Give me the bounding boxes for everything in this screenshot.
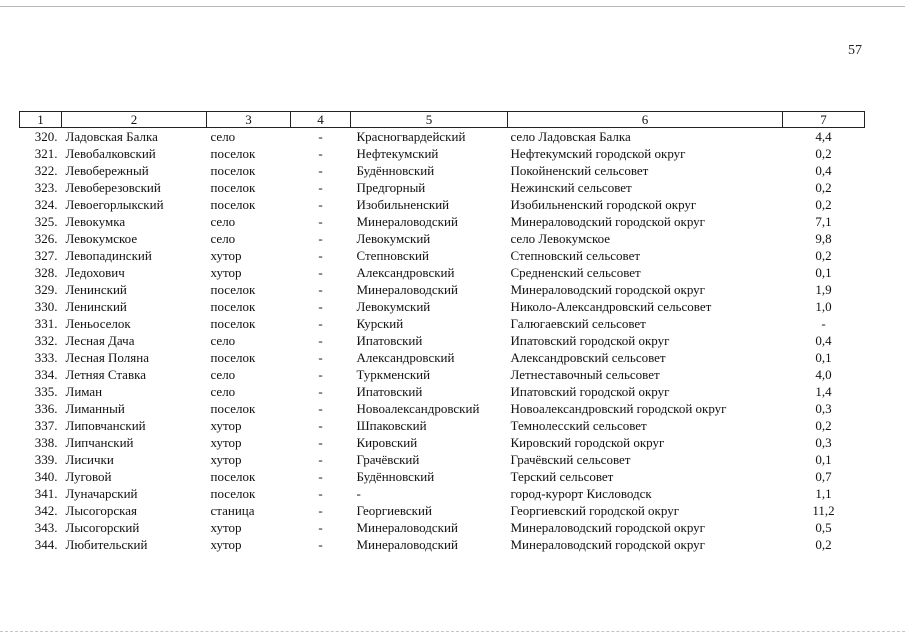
column-4-value: -: [318, 418, 323, 433]
municipality-name: Александровский сельсовет: [510, 350, 666, 365]
row-number: 340.: [34, 469, 58, 484]
settlements-table: [19, 111, 865, 553]
column-7-value: 1,1: [815, 486, 832, 501]
settlement-type: поселок: [210, 486, 256, 501]
column-7-value: 0,2: [815, 180, 832, 195]
column-7-value: 0,1: [815, 452, 832, 467]
row-number: 330.: [34, 299, 58, 314]
district-name: Туркменский: [356, 367, 431, 382]
municipality-name: Изобильненский городской округ: [510, 197, 697, 212]
column-7-value: 7,1: [815, 214, 832, 229]
table-row: [20, 536, 865, 553]
settlement-name: Левокумка: [65, 214, 126, 229]
municipality-name: село Ладовская Балка: [510, 129, 631, 144]
column-4-value: -: [318, 129, 323, 144]
district-name: Левокумский: [356, 299, 431, 314]
settlement-name: Лысогорский: [65, 520, 140, 535]
settlement-name: Лисички: [65, 452, 114, 467]
column-7-value: 1,0: [815, 299, 832, 314]
row-number: 327.: [34, 248, 58, 263]
row-number: 322.: [34, 163, 58, 178]
district-name: Александровский: [356, 265, 455, 280]
district-name: Изобильненский: [356, 197, 450, 212]
settlement-type: поселок: [210, 299, 256, 314]
settlement-name: Ледохович: [65, 265, 125, 280]
column-4-value: -: [318, 350, 323, 365]
municipality-name: Кировский городской округ: [510, 435, 665, 450]
municipality-name: Нежинский сельсовет: [510, 180, 632, 195]
column-7-value: 0,4: [815, 163, 832, 178]
settlement-name: Левобережный: [65, 163, 149, 178]
column-4-value: -: [318, 401, 323, 416]
settlement-name: Лесная Дача: [65, 333, 135, 348]
district-name: Минераловодский: [356, 282, 458, 297]
municipality-name: Новоалександровский городской округ: [510, 401, 727, 416]
table-row: [20, 247, 865, 264]
table-row: [20, 349, 865, 366]
column-7-value: 0,2: [815, 197, 832, 212]
row-number: 325.: [34, 214, 58, 229]
table-row: [20, 298, 865, 315]
column-4-value: -: [318, 316, 323, 331]
settlement-name: Левоегорлыкский: [65, 197, 164, 212]
settlement-type: поселок: [210, 401, 256, 416]
district-name: Будённовский: [356, 163, 435, 178]
district-name: Предгорный: [356, 180, 426, 195]
district-name: Степновский: [356, 248, 429, 263]
district-name: Нефтекумский: [356, 146, 439, 161]
settlement-type: село: [210, 129, 236, 144]
settlement-type: хутор: [210, 520, 242, 535]
column-7-value: 1,4: [815, 384, 832, 399]
column-4-value: -: [318, 469, 323, 484]
column-4-value: -: [318, 486, 323, 501]
municipality-name: Нефтекумский городской округ: [510, 146, 686, 161]
district-name: Левокумский: [356, 231, 431, 246]
municipality-name: Ипатовский городской округ: [510, 333, 670, 348]
column-7-value: 0,1: [815, 265, 832, 280]
table-row: [20, 366, 865, 383]
settlement-name: Лесная Поляна: [65, 350, 149, 365]
settlement-type: поселок: [210, 469, 256, 484]
settlement-type: хутор: [210, 435, 242, 450]
municipality-name: Георгиевский городской округ: [510, 503, 680, 518]
header-cell-2: 2: [62, 112, 207, 128]
column-4-value: -: [318, 248, 323, 263]
column-4-value: -: [318, 265, 323, 280]
column-4-value: -: [318, 214, 323, 229]
municipality-name: Покойненский сельсовет: [510, 163, 649, 178]
column-4-value: -: [318, 367, 323, 382]
column-4-value: -: [318, 452, 323, 467]
row-number: 341.: [34, 486, 58, 501]
settlement-type: хутор: [210, 537, 242, 552]
row-number: 321.: [34, 146, 58, 161]
column-4-value: -: [318, 146, 323, 161]
column-4-value: -: [318, 180, 323, 195]
column-7-value: 1,9: [815, 282, 832, 297]
settlement-name: Левоберезовский: [65, 180, 161, 195]
column-4-value: -: [318, 435, 323, 450]
table-row: [20, 264, 865, 281]
table-row: [20, 400, 865, 417]
settlement-name: Лиманный: [65, 401, 125, 416]
settlement-type: поселок: [210, 350, 256, 365]
table-row: [20, 315, 865, 332]
row-number: 323.: [34, 180, 58, 195]
district-name: Шпаковский: [356, 418, 427, 433]
settlement-type: поселок: [210, 197, 256, 212]
municipality-name: Грачёвский сельсовет: [510, 452, 631, 467]
column-4-value: -: [318, 163, 323, 178]
row-number: 328.: [34, 265, 58, 280]
municipality-name: Минераловодский городской округ: [510, 537, 706, 552]
settlement-type: станица: [210, 503, 255, 518]
column-4-value: -: [318, 520, 323, 535]
settlement-type: поселок: [210, 282, 256, 297]
column-7-value: 9,8: [815, 231, 832, 246]
column-7-value: 0,2: [815, 248, 832, 263]
column-7-value: 0,2: [815, 537, 832, 552]
municipality-name: Галюгаевский сельсовет: [510, 316, 646, 331]
row-number: 320.: [34, 129, 58, 144]
table-row: [20, 332, 865, 349]
district-name: Грачёвский: [356, 452, 420, 467]
column-4-value: -: [318, 537, 323, 552]
district-name: Ипатовский: [356, 333, 423, 348]
row-number: 324.: [34, 197, 58, 212]
municipality-name: Темнолесский сельсовет: [510, 418, 647, 433]
settlement-type: село: [210, 231, 236, 246]
district-name: Новоалександровский: [356, 401, 480, 416]
municipality-name: Средненский сельсовет: [510, 265, 641, 280]
settlement-type: село: [210, 384, 236, 399]
scan-artifact-top-line: [0, 6, 905, 7]
row-number: 344.: [34, 537, 58, 552]
column-7-value: 0,3: [815, 435, 832, 450]
settlement-name: Липовчанский: [65, 418, 146, 433]
column-4-value: -: [318, 384, 323, 399]
row-number: 336.: [34, 401, 58, 416]
district-name: Кировский: [356, 435, 418, 450]
settlement-name: Ленинский: [65, 282, 127, 297]
column-7-value: 0,3: [815, 401, 832, 416]
row-number: 343.: [34, 520, 58, 535]
table-row: [20, 196, 865, 213]
municipality-name: Ипатовский городской округ: [510, 384, 670, 399]
settlement-name: Левопадинский: [65, 248, 152, 263]
row-number: 329.: [34, 282, 58, 297]
row-number: 342.: [34, 503, 58, 518]
settlement-type: село: [210, 214, 236, 229]
district-name: Георгиевский: [356, 503, 432, 518]
row-number: 326.: [34, 231, 58, 246]
table-row: [20, 230, 865, 247]
settlement-type: хутор: [210, 418, 242, 433]
district-name: Будённовский: [356, 469, 435, 484]
column-4-value: -: [318, 197, 323, 212]
municipality-name: город-курорт Кисловодск: [510, 486, 652, 501]
column-7-value: 4,0: [815, 367, 832, 382]
municipality-name: Минераловодский городской округ: [510, 520, 706, 535]
settlement-name: Левокумское: [65, 231, 138, 246]
municipality-name: Терский сельсовет: [510, 469, 614, 484]
municipality-name: Минераловодский городской округ: [510, 282, 706, 297]
settlement-name: Луначарский: [65, 486, 138, 501]
settlement-name: Лиман: [65, 384, 103, 399]
table-row: [20, 179, 865, 196]
table-row: [20, 434, 865, 451]
settlement-type: село: [210, 333, 236, 348]
settlement-type: поселок: [210, 163, 256, 178]
settlement-name: Леньоселок: [65, 316, 131, 331]
settlement-name: Ладовская Балка: [65, 129, 158, 144]
settlement-name: Летняя Ставка: [65, 367, 146, 382]
row-number: 332.: [34, 333, 58, 348]
column-7-value: 4,4: [815, 129, 832, 144]
header-row: [20, 112, 865, 128]
settlement-type: хутор: [210, 248, 242, 263]
column-7-value: 0,2: [815, 146, 832, 161]
page-number: 57: [848, 43, 862, 58]
table-row: [20, 128, 865, 146]
settlement-type: поселок: [210, 180, 256, 195]
header-cell-6: 6: [508, 112, 783, 128]
table-row: [20, 468, 865, 485]
row-number: 331.: [34, 316, 58, 331]
municipality-name: село Левокумское: [510, 231, 611, 246]
settlement-type: хутор: [210, 452, 242, 467]
municipality-name: Летнеставочный сельсовет: [510, 367, 660, 382]
column-7-value: 0,4: [815, 333, 832, 348]
table-row: [20, 145, 865, 162]
row-number: 333.: [34, 350, 58, 365]
row-number: 335.: [34, 384, 58, 399]
table-row: [20, 383, 865, 400]
column-7-value: 0,7: [815, 469, 832, 484]
table-row: [20, 281, 865, 298]
header-cell-1: 1: [20, 112, 62, 128]
header-cell-5: 5: [351, 112, 508, 128]
district-name: Красногвардейский: [356, 129, 466, 144]
header-cell-3: 3: [207, 112, 291, 128]
table-row: [20, 502, 865, 519]
settlement-name: Левобалковский: [65, 146, 156, 161]
district-name: Александровский: [356, 350, 455, 365]
table-row: [20, 485, 865, 502]
row-number: 339.: [34, 452, 58, 467]
settlement-type: хутор: [210, 265, 242, 280]
row-number: 338.: [34, 435, 58, 450]
settlement-type: поселок: [210, 316, 256, 331]
table-row: [20, 519, 865, 536]
column-7-value: -: [821, 316, 826, 331]
settlement-name: Лысогорская: [65, 503, 137, 518]
table-row: [20, 162, 865, 179]
municipality-name: Минераловодский городской округ: [510, 214, 706, 229]
district-name: Курский: [356, 316, 404, 331]
settlement-name: Ленинский: [65, 299, 127, 314]
column-4-value: -: [318, 299, 323, 314]
settlement-name: Луговой: [65, 469, 112, 484]
column-4-value: -: [318, 282, 323, 297]
settlement-type: село: [210, 367, 236, 382]
settlement-type: поселок: [210, 146, 256, 161]
table-row: [20, 213, 865, 230]
header-cell-7: 7: [783, 112, 865, 128]
municipality-name: Степновский сельсовет: [510, 248, 641, 263]
column-7-value: 0,1: [815, 350, 832, 365]
settlement-name: Липчанский: [65, 435, 134, 450]
district-name: Минераловодский: [356, 537, 458, 552]
column-7-value: 11,2: [812, 503, 835, 518]
column-4-value: -: [318, 503, 323, 518]
column-4-value: -: [318, 333, 323, 348]
header-cell-4: 4: [291, 112, 351, 128]
row-number: 337.: [34, 418, 58, 433]
district-name: -: [356, 486, 361, 501]
table-row: [20, 451, 865, 468]
column-7-value: 0,2: [815, 418, 832, 433]
municipality-name: Николо-Александровский сельсовет: [510, 299, 712, 314]
district-name: Ипатовский: [356, 384, 423, 399]
scan-artifact-bottom-line: [0, 631, 905, 632]
table-header: [20, 112, 865, 128]
column-7-value: 0,5: [815, 520, 832, 535]
district-name: Минераловодский: [356, 214, 458, 229]
settlement-name: Любительский: [65, 537, 148, 552]
table-row: [20, 417, 865, 434]
column-4-value: -: [318, 231, 323, 246]
table-body: [20, 128, 865, 554]
row-number: 334.: [34, 367, 58, 382]
district-name: Минераловодский: [356, 520, 458, 535]
